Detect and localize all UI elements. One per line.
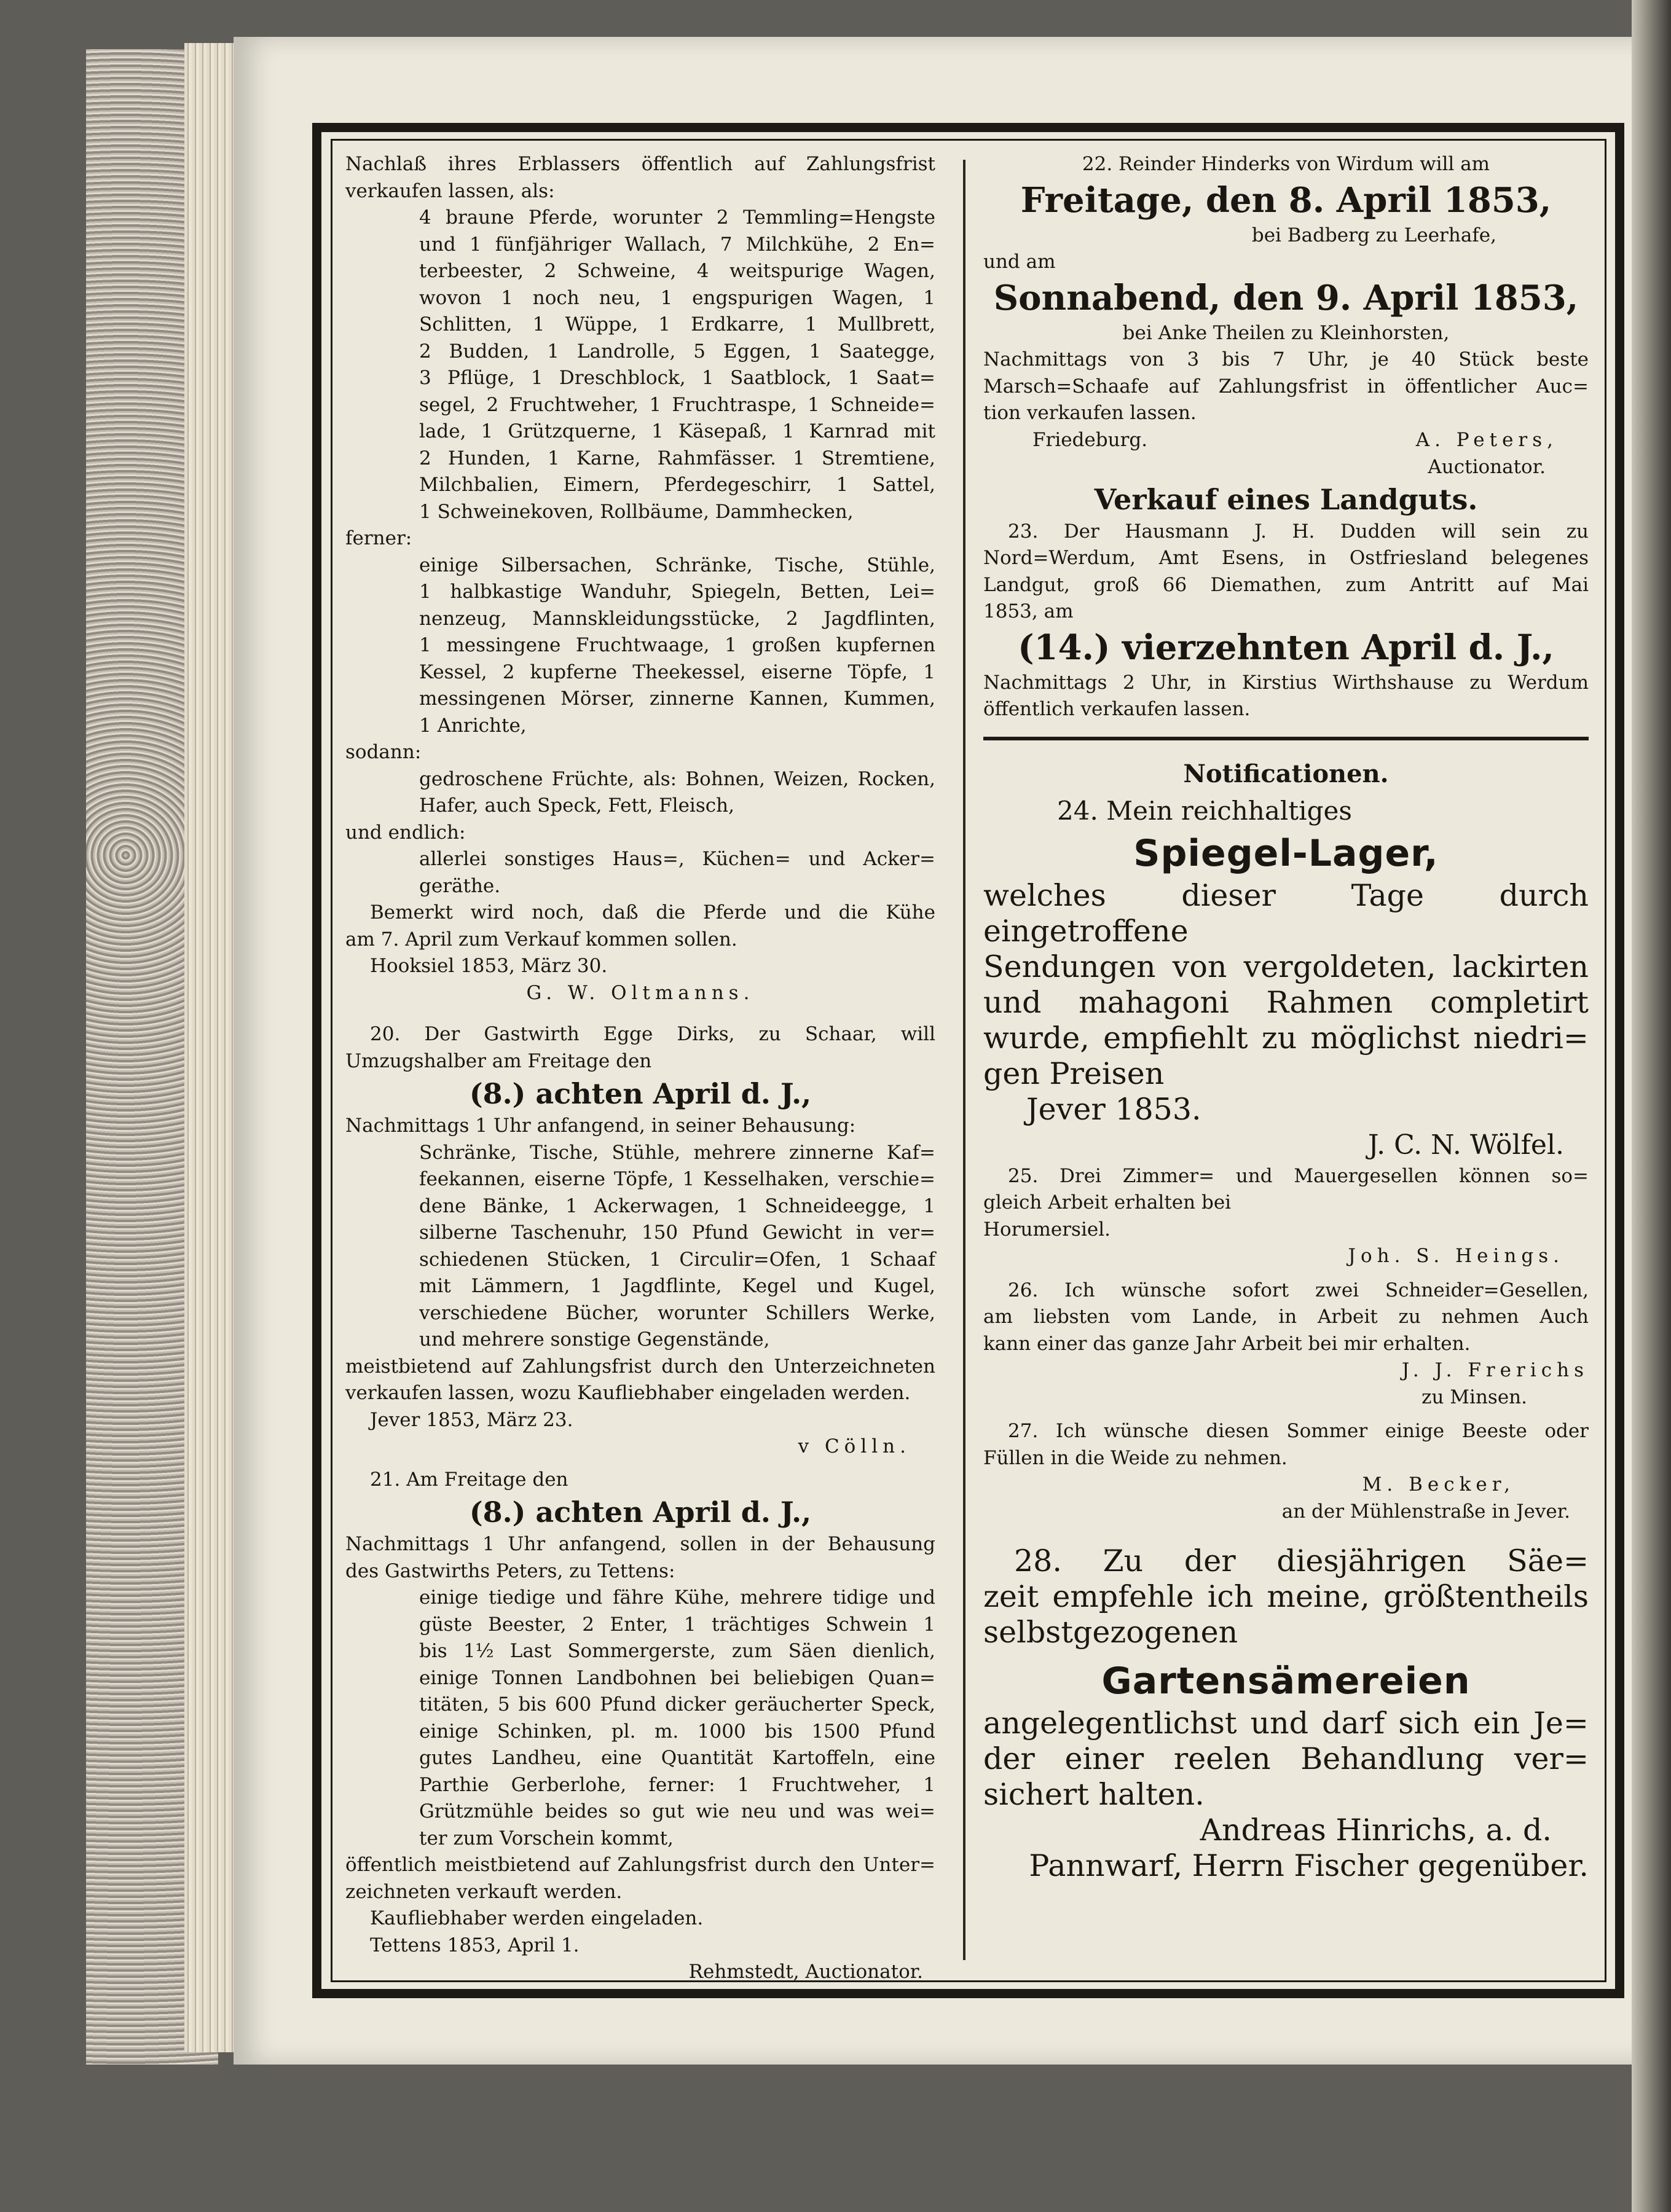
list-line: ter zum Vorschein kommt, bbox=[419, 1827, 674, 1849]
ad-20-close: verkaufen lassen, wozu Kaufliebhaber eingeladen werden. bbox=[345, 1382, 911, 1404]
list-line: und 1 fünfjähriger Wallach, 7 Milchkühe, 2 En= bbox=[419, 233, 935, 256]
ad-21-date: (8.) achten April d. J., bbox=[469, 1496, 812, 1529]
list-line: silberne Taschenuhr, 150 Pfund Gewicht in ver= bbox=[419, 1222, 935, 1244]
ad-23-close: öffentlich verkaufen lassen. bbox=[983, 698, 1251, 720]
heading-notifications: Notificationen. bbox=[1183, 759, 1389, 788]
signature: G. W. Oltmanns. bbox=[526, 981, 755, 1004]
ad-26-body: am liebsten vom Lande, in Arbeit zu nehmen Auch bbox=[983, 1306, 1589, 1328]
ad-20-intro: 20. Der Gastwirth Egge Dirks, zu Schaar, will bbox=[370, 1023, 935, 1045]
list-line: 2 Budden, 1 Landrolle, 5 Eggen, 1 Saategge, bbox=[419, 340, 935, 363]
item-list bbox=[345, 552, 935, 740]
list-line: schiedenen Stücken, 1 Circulir=Ofen, 1 Schaaf bbox=[419, 1248, 935, 1271]
ad-24-body: gen Preisen bbox=[983, 1056, 1165, 1091]
ad-22-place: Friedeburg. bbox=[1032, 428, 1148, 451]
ad-26-signature: J. J. Frerichs bbox=[1401, 1359, 1589, 1381]
ad-21-close: zeichneten verkauft werden. bbox=[345, 1880, 623, 1903]
ad-28-body-2: sichert halten. bbox=[983, 1777, 1205, 1812]
ad-20-date: (8.) achten April d. J., bbox=[469, 1077, 812, 1110]
item-list bbox=[345, 1140, 935, 1354]
ad-22-body: Nachmittags von 3 bis 7 Uhr, je 40 Stück beste bbox=[983, 348, 1589, 371]
ad-21-signature: Rehmstedt, Auctionator. bbox=[688, 1961, 923, 1983]
ad-20-place: Jever 1853, März 23. bbox=[370, 1408, 573, 1431]
left-column bbox=[345, 151, 935, 1986]
ad-21-line: Nachmittags 1 Uhr anfangend, sollen in der Behausung bbox=[345, 1533, 935, 1555]
list-line: 1 messingene Fruchtwaage, 1 großen kupfernen bbox=[419, 634, 935, 656]
ad-26-location: zu Minsen. bbox=[1421, 1386, 1527, 1408]
ad-27-body: Füllen in die Weide zu nehmen. bbox=[983, 1446, 1288, 1469]
ad-26-body: kann einer das ganze Jahr Arbeit bei mir erhalten. bbox=[983, 1332, 1471, 1355]
ad-22-location-2: bei Anke Theilen zu Kleinhorsten, bbox=[1122, 321, 1450, 344]
list-line: messingenen Mörser, zinnerne Kannen, Kummen, bbox=[419, 688, 935, 710]
ad-23-body: 23. Der Hausmann J. H. Dudden will sein zu bbox=[1008, 520, 1589, 543]
ad-21-close: öffentlich meistbietend auf Zahlungsfrist durch den Unter= bbox=[345, 1854, 935, 1876]
ferner-label: ferner: bbox=[345, 527, 412, 549]
ad-24-body: welches dieser Tage durch eingetroffene bbox=[983, 877, 1589, 949]
ad-28-location: Pannwarf, Herrn Fischer gegenüber. bbox=[1029, 1848, 1589, 1883]
ad-21-place: Tettens 1853, April 1. bbox=[370, 1934, 580, 1956]
sodann-label: sodann: bbox=[345, 741, 422, 763]
ad-25-place: Horumersiel. bbox=[983, 1218, 1111, 1241]
ad-28-body: zeit empfehle ich meine, größtentheils bbox=[983, 1579, 1589, 1614]
ad-23-body: Landgut, groß 66 Diemathen, zum Antritt auf Mai bbox=[983, 573, 1589, 596]
ad-22-body: tion verkaufen lassen. bbox=[983, 402, 1197, 424]
list-line: dene Bänke, 1 Ackerwagen, 1 Schneideegge, 1 bbox=[419, 1194, 935, 1217]
list-line: segel, 2 Fruchtweher, 1 Fruchtraspe, 1 Schneide= bbox=[419, 393, 935, 416]
list-line: geräthe. bbox=[419, 874, 501, 897]
ad-24-body: wurde, empfiehlt zu möglichst niedri= bbox=[983, 1020, 1589, 1056]
ad-22-und: und am bbox=[983, 251, 1056, 273]
heading-landgut: Verkauf eines Landguts. bbox=[1094, 482, 1478, 516]
ad-28-display: Gartensämereien bbox=[1101, 1660, 1471, 1703]
ad-28-body-2: der einer reelen Behandlung ver= bbox=[983, 1741, 1589, 1776]
ad-22-signature: A. Peters, bbox=[1415, 428, 1558, 451]
list-line: güste Beester, 2 Enter, 1 trächtiges Schwein 1 bbox=[419, 1613, 935, 1636]
list-line: einige Tonnen Landbohnen bei beliebigen Quan= bbox=[419, 1666, 935, 1689]
ad-28-body: selbstgezogenen bbox=[983, 1615, 1238, 1650]
ad-22-title: Auctionator. bbox=[1428, 455, 1546, 478]
list-line: 3 Pflüge, 1 Dreschblock, 1 Saatblock, 1 Saat= bbox=[419, 367, 935, 389]
list-line: Parthie Gerberlohe, ferner: 1 Fruchtweher, 1 bbox=[419, 1773, 935, 1796]
list-line: nenzeug, Mannskleidungsstücke, 2 Jagdflinten, bbox=[419, 607, 935, 630]
list-line: verschiedene Bücher, worunter Schillers Werke, bbox=[419, 1301, 935, 1324]
item-list bbox=[345, 1585, 935, 1852]
list-line: lade, 1 Grützquerne, 1 Käsepaß, 1 Karnrad mit bbox=[419, 420, 935, 442]
list-line: Hafer, auch Speck, Fett, Fleisch, bbox=[419, 794, 734, 817]
ad-23-date: (14.) vierzehnten April d. J., bbox=[1018, 627, 1554, 668]
ad-22-date-2: Sonnabend, den 9. April 1853, bbox=[993, 277, 1579, 318]
ad-27-signature: M. Becker, bbox=[1362, 1473, 1515, 1496]
item-list bbox=[345, 766, 935, 820]
list-line: Grützmühle beides so gut wie neu und was wei= bbox=[419, 1800, 935, 1822]
list-line: Schränke, Tische, Stühle, mehrere zinnerne Kaf= bbox=[419, 1141, 935, 1164]
ad-20-line: Nachmittags 1 Uhr anfangend, in seiner Behausung: bbox=[345, 1115, 856, 1137]
note-line: Bemerkt wird noch, daß die Pferde und die Kühe bbox=[370, 901, 935, 924]
ad-28-body: 28. Zu der diesjährigen Säe= bbox=[1014, 1543, 1589, 1579]
list-line: einige Schinken, pl. m. 1000 bis 1500 Pfund bbox=[419, 1720, 935, 1743]
ad-24-body: und mahagoni Rahmen completirt bbox=[983, 984, 1589, 1020]
list-line: bis 1½ Last Sommergerste, zum Säen dienlich, bbox=[419, 1640, 935, 1662]
ad-27-location: an der Mühlenstraße in Jever. bbox=[1281, 1500, 1570, 1523]
list-line: Milchbalien, Eimern, Pferdegeschirr, 1 Sattel, bbox=[419, 474, 935, 496]
list-line: und mehrere sonstige Gegenstände, bbox=[419, 1328, 770, 1351]
list-line: feekannen, eiserne Töpfe, 1 Kesselhaken, verschie= bbox=[419, 1168, 935, 1190]
ad-23-body: Nord=Werdum, Amt Esens, in Ostfriesland belegenes bbox=[983, 547, 1589, 569]
ad-20-intro: Umzugshalber am Freitage den bbox=[345, 1049, 652, 1072]
ad-24-signature: J. C. N. Wölfel. bbox=[1367, 1129, 1564, 1161]
ad-28-signature: Andreas Hinrichs, a. d. bbox=[1200, 1813, 1552, 1848]
note-line: am 7. April zum Verkauf kommen sollen. bbox=[345, 928, 737, 951]
ad-23-close: Nachmittags 2 Uhr, in Kirstius Wirthshause zu Werdum bbox=[983, 671, 1589, 694]
endlich-label: und endlich: bbox=[345, 821, 466, 844]
place-date: Hooksiel 1853, März 30. bbox=[370, 955, 608, 977]
ad-22-date-1: Freitage, den 8. April 1853, bbox=[1020, 179, 1552, 221]
ad-26-body: 26. Ich wünsche sofort zwei Schneider=Gesellen, bbox=[1008, 1279, 1589, 1301]
list-line: einige Silbersachen, Schränke, Tische, Stühle, bbox=[419, 554, 935, 576]
list-line: mit Lämmern, 1 Jagdflinte, Kegel und Kugel, bbox=[419, 1275, 935, 1297]
list-line: 1 Schweinekoven, Rollbäume, Dammhecken, bbox=[419, 500, 854, 523]
ad-28-body-2: angelegentlichst und darf sich ein Je= bbox=[983, 1706, 1589, 1741]
list-line: titäten, 5 bis 600 Pfund dicker geräucherter Speck, bbox=[419, 1693, 935, 1716]
ad-21-invite: Kaufliebhaber werden eingeladen. bbox=[370, 1907, 704, 1929]
text-line: Nachlaß ihres Erblassers öffentlich auf Zahlungsfrist bbox=[345, 153, 935, 175]
intro-block bbox=[345, 151, 935, 205]
text-line: verkaufen lassen, als: bbox=[345, 179, 555, 202]
list-line: terbeester, 2 Schweine, 4 weitspurige Wagen, bbox=[419, 260, 935, 282]
ad-23-body: 1853, am bbox=[983, 600, 1074, 622]
item-list bbox=[345, 205, 935, 525]
list-line: 1 Anrichte, bbox=[419, 714, 527, 737]
list-line: Schlitten, 1 Wüppe, 1 Erdkarre, 1 Mullbrett, bbox=[419, 313, 935, 335]
ad-21-intro: 21. Am Freitage den bbox=[370, 1468, 568, 1491]
list-line: gedroschene Früchte, als: Bohnen, Weizen, Rocken, bbox=[419, 767, 935, 790]
ad-22-location-1: bei Badberg zu Leerhafe, bbox=[1251, 224, 1496, 246]
ad-21-line: des Gastwirths Peters, zu Tettens: bbox=[345, 1559, 675, 1582]
ad-25-signature: Joh. S. Heings. bbox=[1348, 1245, 1564, 1267]
ad-25-body: 25. Drei Zimmer= und Mauergesellen können so= bbox=[1008, 1164, 1589, 1187]
section-rule bbox=[983, 737, 1589, 740]
ad-24-display: Spiegel-Lager, bbox=[1133, 831, 1439, 875]
ad-24-body: Sendungen von vergoldeten, lackirten bbox=[983, 949, 1589, 984]
list-line: 2 Hunden, 1 Karne, Rahmfässer. 1 Stremtiene, bbox=[419, 447, 935, 469]
list-line: Kessel, 2 kupferne Theekessel, eiserne Töpfe, 1 bbox=[419, 661, 935, 683]
list-line: allerlei sonstiges Haus=, Küchen= und Acker= bbox=[419, 848, 935, 870]
ad-20-close: meistbietend auf Zahlungsfrist durch den Unterzeichneten bbox=[345, 1355, 935, 1378]
list-line: 4 braune Pferde, worunter 2 Temmling=Hengste bbox=[419, 206, 935, 229]
list-line: wovon 1 noch neu, 1 engspurigen Wagen, 1 bbox=[419, 286, 935, 309]
ad-22-intro: 22. Reinder Hinderks von Wirdum will am bbox=[1082, 153, 1490, 175]
list-line: gutes Landheu, eine Quantität Kartoffeln, eine bbox=[419, 1747, 935, 1769]
list-line: einige tiedige und fähre Kühe, mehrere tidige und bbox=[419, 1586, 935, 1609]
ad-25-body: gleich Arbeit erhalten bei bbox=[983, 1191, 1232, 1214]
ad-22-body: Marsch=Schaafe auf Zahlungsfrist in öffentlicher Auc= bbox=[983, 375, 1589, 398]
column-divider bbox=[963, 160, 965, 1960]
scan-shadow bbox=[1632, 0, 1671, 2212]
ad-24-intro: 24. Mein reichhaltiges bbox=[1057, 795, 1352, 826]
ad-20-signature: v Cölln. bbox=[798, 1435, 911, 1457]
list-line: 1 halbkastige Wanduhr, Spiegeln, Betten, Lei= bbox=[419, 581, 935, 603]
item-list bbox=[345, 846, 935, 900]
ad-22-footer bbox=[983, 427, 1589, 480]
ad-27-body: 27. Ich wünsche diesen Sommer einige Beeste oder bbox=[1008, 1420, 1589, 1442]
right-column bbox=[983, 151, 1589, 1884]
ad-24-place: Jever 1853. bbox=[1026, 1091, 1201, 1127]
